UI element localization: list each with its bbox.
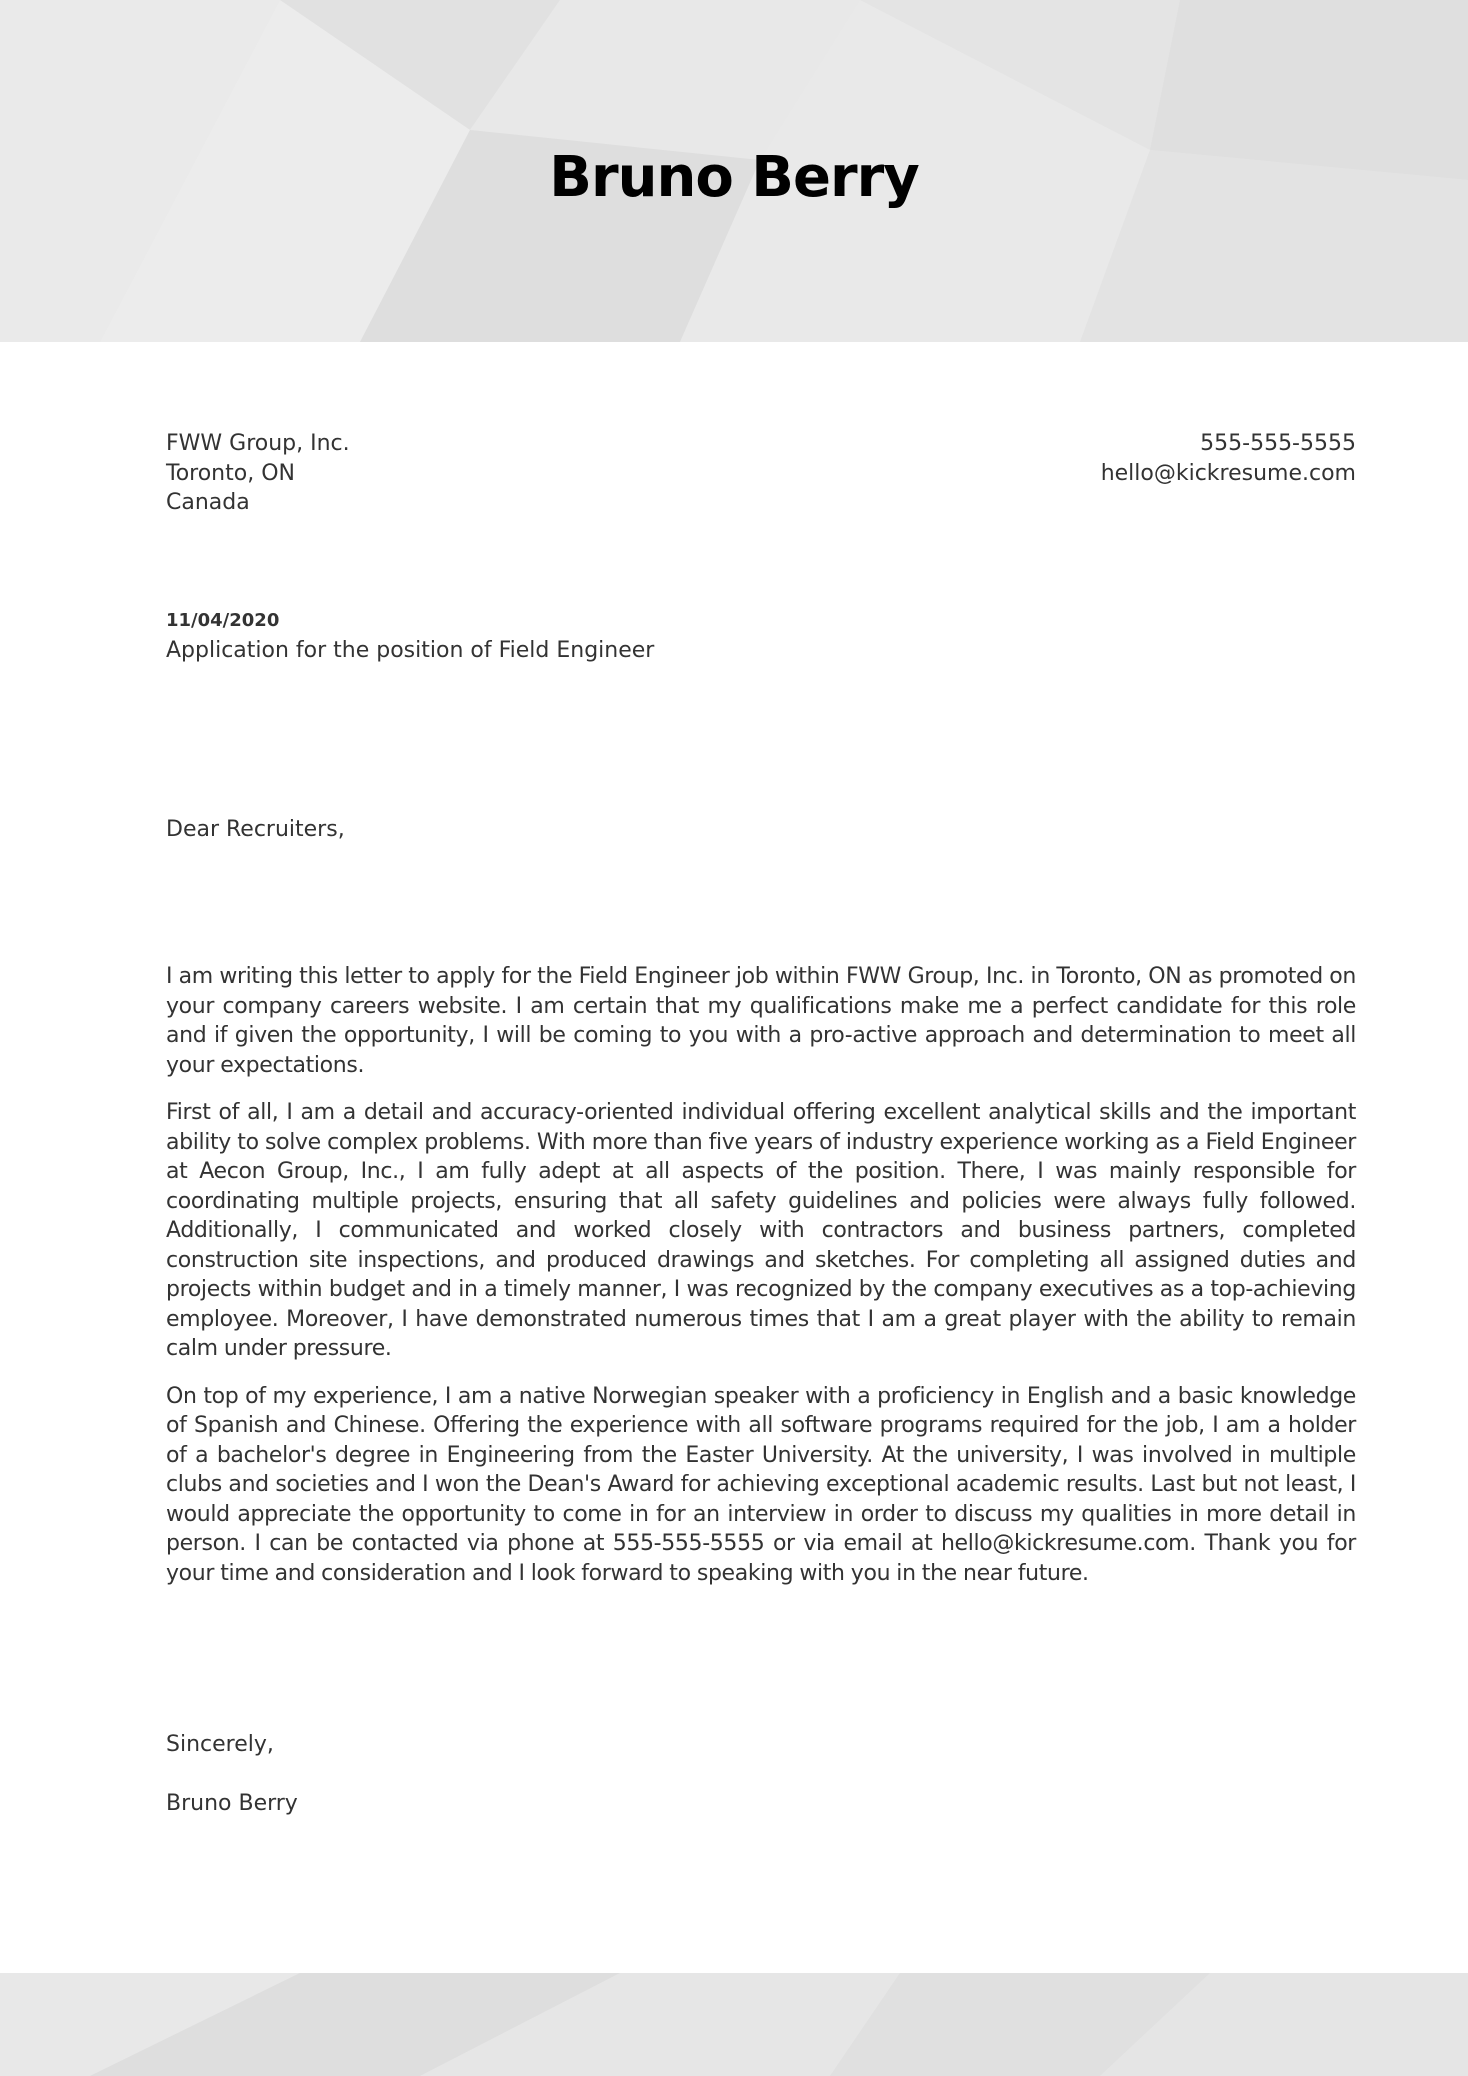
header-banner <box>0 0 1468 342</box>
contact-phone: 555-555-5555 <box>1200 431 1356 456</box>
contact-info <box>856 429 1356 488</box>
body-paragraph: I am writing this letter to apply for the Field Engineer job within FWW Group, Inc. in Toronto, ON as promoted on your company careers website. I am certain that my qualifications make me a perfect candidate for this role and if given the opportunity, I will be coming to you with a pro-active approach and determination to meet all your expectations. <box>166 964 1356 1078</box>
body-paragraph: First of all, I am a detail and accuracy-oriented individual offering excellent analytical skills and the important ability to solve complex problems. With more than five years of industry experience working as a Field Engineer at Aecon Group, Inc., I am fully adept at all aspects of the position. There, I was mainly responsible for coordinating multiple projects, ensuring that all safety guidelines and policies were always fully followed. Additionally, I communicated and worked closely with contractors and business partners, completed construction site inspections, and produced drawings and sketches. For completing all assigned duties and projects within budget and in a timely manner, I was recognized by the company executives as a top-achieving employee. Moreover, I have demonstrated numerous times that I am a great player with the ability to remain calm under pressure. <box>166 1100 1356 1361</box>
letter-salutation: Dear Recruiters, <box>166 817 345 842</box>
letter-body <box>166 962 1356 1606</box>
letter-date: 11/04/2020 <box>166 610 280 631</box>
letter-subject: Application for the position of Field Engineer <box>166 638 655 663</box>
applicant-name: Bruno Berry <box>549 145 919 210</box>
recipient-address <box>166 429 666 518</box>
recipient-country: Canada <box>166 490 250 515</box>
polygon-background-pattern <box>0 1973 1468 2076</box>
body-paragraph: On top of my experience, I am a native Norwegian speaker with a proficiency in English and a basic knowledge of Spanish and Chinese. Offering the experience with all software programs required for the job, I am a holder of a bachelor's degree in Engineering from the Easter University. At the university, I was involved in multiple clubs and societies and I won the Dean's Award for achieving exceptional academic results. Last but not least, I would appreciate the opportunity to come in for an interview in order to discuss my qualities in more detail in person. I can be contacted via phone at 555-555-5555 or via email at hello@kickresume.com. Thank you for your time and consideration and I look forward to speaking with you in the near future. <box>166 1383 1356 1586</box>
letter-signature: Bruno Berry <box>166 1791 298 1816</box>
contact-email: hello@kickresume.com <box>1100 460 1356 486</box>
recipient-company: FWW Group, Inc. <box>166 431 350 456</box>
recipient-city: Toronto, ON <box>166 460 295 486</box>
letter-closing: Sincerely, <box>166 1732 274 1757</box>
footer-banner <box>0 1973 1468 2076</box>
